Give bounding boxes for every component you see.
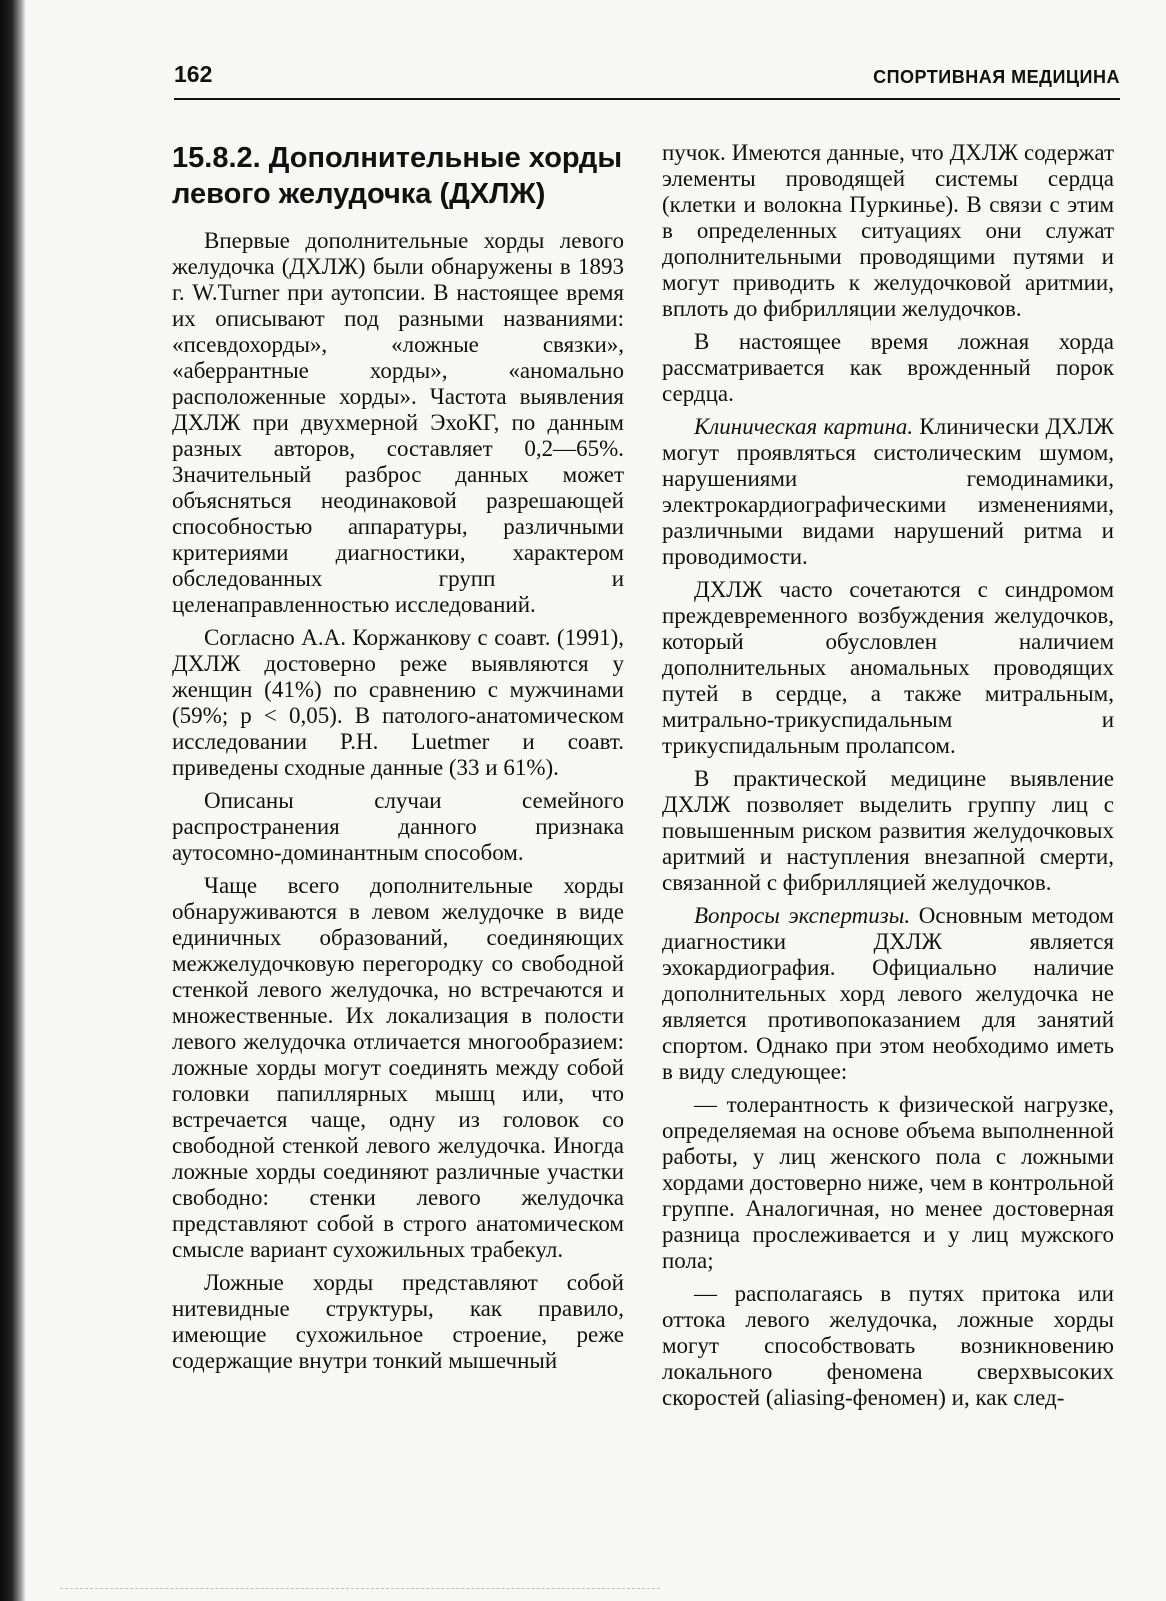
running-title: СПОРТИВНАЯ МЕДИЦИНА bbox=[873, 67, 1120, 87]
paragraph-expertise bbox=[662, 903, 1114, 1085]
list-item: — располагаясь в путях притока или оттока левого желудочка, ложные хорды могут способствовать возникновению локального феномена сверхвысоких скоростей (aliasing-феномен) и, как след- bbox=[662, 1281, 1114, 1410]
paragraph-structure: Ложные хорды представляют собой нитевидные структуры, как правило, имеющие сухожильное строение, реже содержащие внутри тонкий мышечный bbox=[172, 1270, 624, 1373]
paragraph-history: Впервые дополнительные хорды левого желудочка (ДХЛЖ) были обнаружены в 1893 г. W.Turner при аутопсии. В настоящее время их описывают под разными названиями: «псевдохорды», «ложные связки», «аберрантные хорды», «аномально расположенные хорды». Частота выявления ДХЛЖ при двухмерной ЭхоКГ, по данным разных авторов, составляет 0,2—65%. Значительный разброс данных может объясняться неодинаковой разрешающей способностью аппаратуры, различными критериями диагностики, характером обследованных групп и целенаправленностью исследований. bbox=[172, 228, 624, 617]
scan-noise-line bbox=[60, 1588, 660, 1591]
page-number: 162 bbox=[174, 61, 213, 87]
left-column bbox=[172, 140, 624, 1381]
paragraph-gender-frequency: Согласно А.А. Коржанкову с соавт. (1991), ДХЛЖ достоверно реже выявляются у женщин (41%) по сравнению с мужчинами (59%; р < 0,05). В патолого-анатомическом исследовании P.H. Luetmer и соавт. приведены сходные данные (33 и 61%). bbox=[172, 625, 624, 780]
section-heading: 15.8.2. Дополнительные хорды левого желудочка (ДХЛЖ) bbox=[172, 142, 623, 210]
expertise-text: Основным методом диагностики ДХЛЖ является эхокардиография. Официально наличие дополнительных хорд левого желудочка не является противопоказанием для занятий спортом. Однако при этом необходимо иметь в виду следующее: bbox=[662, 903, 1114, 1084]
right-column bbox=[662, 140, 1114, 1418]
paragraph-localization: Чаще всего дополнительные хорды обнаруживаются в левом желудочке в виде единичных образований, соединяющих межжелудочковую перегородку со свободной стенкой левого желудочка, но встречаются и множественные. Их локализация в полости левого желудочка отличается многообразием: ложные хорды могут соединять между собой головки папиллярных мышц или, что встречается чаще, одну из головок со свободной стенкой левого желудочка. Иногда ложные хорды соединяют различные участки свободно: стенки левого желудочка представляют собой в строго анатомическом смысле вариант сухожильных трабекул. bbox=[172, 873, 624, 1262]
paragraph-clinical bbox=[662, 414, 1114, 570]
paragraph-familial: Описаны случаи семейного распространения данного признака аутосомно-доминантным способом. bbox=[172, 788, 624, 865]
scan-dark-edge bbox=[0, 0, 26, 1601]
clinical-text: Клинически ДХЛЖ могут проявляться систолическим шумом, нарушениями гемодинамики, электрокардиографическими изменениями, различными видами нарушений ритма и проводимости. bbox=[662, 414, 1114, 569]
expertise-label: Вопросы экспертизы. bbox=[694, 903, 911, 928]
paragraph-syndrome: ДХЛЖ часто сочетаются с синдромом преждевременного возбуждения желудочков, который обусловлен наличием дополнительных аномальных проводящих путей в сердце, а также митральным, митрально-трикуспидальным и трикуспидальным пролапсом. bbox=[662, 577, 1114, 758]
clinical-label: Клиническая картина. bbox=[694, 414, 914, 439]
paragraph-congenital: В настоящее время ложная хорда рассматривается как врожденный порок сердца. bbox=[662, 329, 1114, 406]
paragraph-practice: В практической медицине выявление ДХЛЖ позволяет выделить группу лиц с повышенным риском развития желудочковых аритмий и наступления внезапной смерти, связанной с фибрилляцией желудочков. bbox=[662, 766, 1114, 895]
page-header bbox=[174, 60, 1120, 100]
list-item: — толерантность к физической нагрузке, определяемая на основе объема выполненной работы, у лиц женского пола с ложными хордами достоверно ниже, чем в контрольной группе. Аналогичная, но менее достоверная разница прослеживается и у лиц мужского пола; bbox=[662, 1092, 1114, 1273]
paragraph-continuation: пучок. Имеются данные, что ДХЛЖ содержат элементы проводящей системы сердца (клетки и волокна Пуркинье). В связи с этим в определенных ситуациях они служат дополнительными проводящими путями и могут приводить к желудочковой аритмии, вплоть до фибрилляции желудочков. bbox=[662, 140, 1114, 321]
